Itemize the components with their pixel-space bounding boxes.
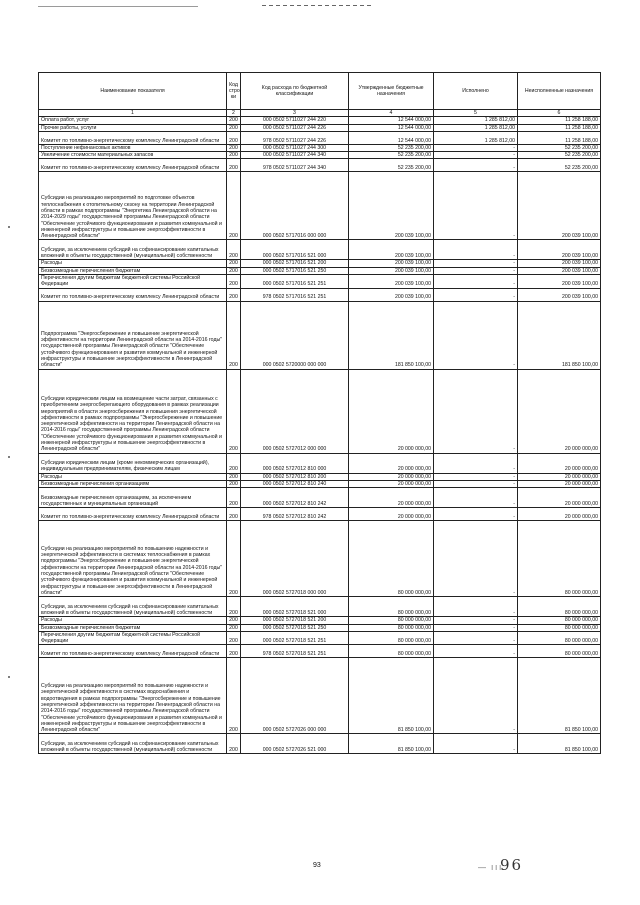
row-name: Безвозмездные перечисления организациям bbox=[39, 480, 227, 487]
row-executed-amount: - bbox=[434, 645, 518, 658]
row-approved-amount: 200 039 100,00 bbox=[349, 288, 434, 301]
row-line-code: 200 bbox=[227, 124, 241, 131]
header-line-code: Код стро ки bbox=[227, 73, 241, 110]
table-row bbox=[39, 488, 601, 508]
budget-execution-table bbox=[38, 72, 601, 754]
row-unexecuted-amount: 80 000 000,00 bbox=[518, 631, 601, 645]
table-row bbox=[39, 144, 601, 151]
row-expense-code: 000 0502 5717016 521 251 bbox=[241, 275, 349, 289]
row-executed-amount: - bbox=[434, 172, 518, 240]
row-name: Субсидии на реализацию мероприятий по подготовке объектов теплоснабжения к отопительному сезону на территории Ленинградской области в рамках подпрограммы "Энергетика Ленинградской области на 2014-2029 годы" государственной программы Ленинградской области "Обеспечение устойчивого функционирования и развития коммунальной и инженерной инфраструктуры и повышение энергоэффективности в Ленинградской области" bbox=[39, 172, 227, 240]
row-line-code: 200 bbox=[227, 658, 241, 734]
row-unexecuted-amount: 11 258 188,00 bbox=[518, 117, 601, 124]
row-name: Расходы bbox=[39, 260, 227, 267]
row-expense-code: 000 0502 5717016 521 250 bbox=[241, 267, 349, 274]
row-name: Комитет по топливно-энергетическому комплексу Ленинградской области bbox=[39, 645, 227, 658]
table-body bbox=[39, 117, 601, 754]
row-expense-code: 000 0502 5727026 000 000 bbox=[241, 658, 349, 734]
row-expense-code: 000 0502 5711027 244 300 bbox=[241, 144, 349, 151]
row-executed-amount: - bbox=[434, 144, 518, 151]
row-line-code: 200 bbox=[227, 152, 241, 159]
row-unexecuted-amount: 200 039 100,00 bbox=[518, 240, 601, 260]
row-unexecuted-amount: 20 000 000,00 bbox=[518, 508, 601, 521]
row-approved-amount: 20 000 000,00 bbox=[349, 453, 434, 473]
row-name: Безвозмездные перечисления организациям, за исключением государственных и муниципальных организаций bbox=[39, 488, 227, 508]
row-expense-code: 000 0502 5727026 521 000 bbox=[241, 734, 349, 754]
stamp-prefix: — ।।। bbox=[478, 863, 503, 872]
column-number: 5 bbox=[434, 110, 518, 117]
row-executed-amount: - bbox=[434, 267, 518, 274]
row-executed-amount: - bbox=[434, 597, 518, 617]
row-line-code: 200 bbox=[227, 159, 241, 172]
row-expense-code: 000 0502 5720000 000 000 bbox=[241, 301, 349, 369]
row-line-code: 200 bbox=[227, 369, 241, 453]
row-executed-amount: - bbox=[434, 624, 518, 631]
row-executed-amount: - bbox=[434, 260, 518, 267]
row-unexecuted-amount: 80 000 000,00 bbox=[518, 597, 601, 617]
row-name: Расходы bbox=[39, 473, 227, 480]
row-name: Субсидии, за исключением субсидий на софинансирование капитальных вложений в объекты государственной (муниципальной) собственности bbox=[39, 240, 227, 260]
row-name: Субсидии юридическим лицам на возмещение части затрат, связанных с приобретением энергосберегающего оборудования в рамках реализации мероприятий в области энергосбережения и повышения энергетической эффективности в рамках подпрограммы "Энергосбережение и повышение энергетической эффективности на территории Ленинградской области на 2014-2016 годы" государственной программы Ленинградской области "Обеспечение устойчивого функционирования и развития коммунальной и инженерной инфраструктуры и повышение энергоэффективности в Ленинградской области" bbox=[39, 369, 227, 453]
row-line-code: 200 bbox=[227, 631, 241, 645]
row-name: Субсидии, за исключением субсидий на софинансирование капитальных вложений в объекты государственной (муниципальной) собственности bbox=[39, 734, 227, 754]
row-approved-amount: 20 000 000,00 bbox=[349, 480, 434, 487]
table-row bbox=[39, 597, 601, 617]
row-line-code: 200 bbox=[227, 131, 241, 144]
row-name: Прочие работы, услуги bbox=[39, 124, 227, 131]
row-expense-code: 000 0502 5711027 244 226 bbox=[241, 124, 349, 131]
scan-top-line bbox=[38, 6, 198, 7]
scan-top-dash bbox=[262, 5, 372, 6]
row-approved-amount: 200 039 100,00 bbox=[349, 260, 434, 267]
row-approved-amount: 81 850 100,00 bbox=[349, 734, 434, 754]
column-number: 3 bbox=[241, 110, 349, 117]
row-line-code: 200 bbox=[227, 521, 241, 597]
row-line-code: 200 bbox=[227, 240, 241, 260]
header-approved: Утвержденные бюджетные назначения bbox=[349, 73, 434, 110]
row-line-code: 200 bbox=[227, 488, 241, 508]
row-executed-amount: - bbox=[434, 508, 518, 521]
table-row bbox=[39, 117, 601, 124]
row-approved-amount: 12 544 000,00 bbox=[349, 131, 434, 144]
row-line-code: 200 bbox=[227, 645, 241, 658]
row-expense-code: 000 0502 5727018 521 250 bbox=[241, 624, 349, 631]
row-unexecuted-amount: 181 850 100,00 bbox=[518, 301, 601, 369]
row-name: Субсидии на реализацию мероприятий по повышению надежности и энергетической эффективности в системах теплоснабжения в рамках подпрограммы "Энергосбережение и повышение энергетической эффективности на территории Ленинградской области на 2014-2016 годы" государственной программы Ленинградской области "Обеспечение устойчивого функционирования и развития коммунальной и инженерной инфраструктуры и повышение энергоэффективности в Ленинградской области" bbox=[39, 521, 227, 597]
margin-mark bbox=[8, 456, 10, 458]
table-row bbox=[39, 240, 601, 260]
row-executed-amount: 1 285 812,00 bbox=[434, 131, 518, 144]
table-row bbox=[39, 159, 601, 172]
row-line-code: 200 bbox=[227, 453, 241, 473]
row-expense-code: 000 0502 5727018 521 000 bbox=[241, 597, 349, 617]
row-name: Безвозмездные перечисления бюджетам bbox=[39, 624, 227, 631]
row-line-code: 200 bbox=[227, 172, 241, 240]
row-name: Перечисления другим бюджетам бюджетной системы Российской Федерации bbox=[39, 631, 227, 645]
row-unexecuted-amount: 80 000 000,00 bbox=[518, 645, 601, 658]
row-executed-amount: - bbox=[434, 152, 518, 159]
table-row bbox=[39, 275, 601, 289]
table-row bbox=[39, 508, 601, 521]
row-name: Комитет по топливно-энергетическому комплексу Ленинградской области bbox=[39, 159, 227, 172]
row-approved-amount: 12 544 000,00 bbox=[349, 117, 434, 124]
row-unexecuted-amount: 81 850 100,00 bbox=[518, 734, 601, 754]
table-row bbox=[39, 267, 601, 274]
row-executed-amount: - bbox=[434, 159, 518, 172]
column-number: 4 bbox=[349, 110, 434, 117]
row-line-code: 200 bbox=[227, 624, 241, 631]
row-unexecuted-amount: 81 850 100,00 bbox=[518, 658, 601, 734]
row-unexecuted-amount: 20 000 000,00 bbox=[518, 369, 601, 453]
row-executed-amount: - bbox=[434, 734, 518, 754]
row-unexecuted-amount: 80 000 000,00 bbox=[518, 617, 601, 624]
header-expense-code: Код расхода по бюджетной классификации bbox=[241, 73, 349, 110]
row-expense-code: 000 0502 5727018 000 000 bbox=[241, 521, 349, 597]
row-line-code: 200 bbox=[227, 275, 241, 289]
row-executed-amount: - bbox=[434, 480, 518, 487]
table-row bbox=[39, 131, 601, 144]
row-approved-amount: 200 039 100,00 bbox=[349, 240, 434, 260]
table-row bbox=[39, 645, 601, 658]
column-number: 1 bbox=[39, 110, 227, 117]
row-line-code: 200 bbox=[227, 144, 241, 151]
header-indicator-name: Наименование показателя bbox=[39, 73, 227, 110]
row-line-code: 200 bbox=[227, 734, 241, 754]
row-unexecuted-amount: 20 000 000,00 bbox=[518, 480, 601, 487]
column-number: 2 bbox=[227, 110, 241, 117]
row-name: Перечисления другим бюджетам бюджетной системы Российской Федерации bbox=[39, 275, 227, 289]
row-executed-amount: - bbox=[434, 369, 518, 453]
column-number-row bbox=[39, 110, 601, 117]
margin-mark bbox=[8, 676, 10, 678]
row-name: Оплата работ, услуг bbox=[39, 117, 227, 124]
row-expense-code: 000 0502 5727018 521 200 bbox=[241, 617, 349, 624]
row-approved-amount: 20 000 000,00 bbox=[349, 488, 434, 508]
row-executed-amount: - bbox=[434, 473, 518, 480]
row-name: Субсидии, за исключением субсидий на софинансирование капитальных вложений в объекты государственной (муниципальной) собственности bbox=[39, 597, 227, 617]
row-approved-amount: 200 039 100,00 bbox=[349, 172, 434, 240]
table-row bbox=[39, 152, 601, 159]
row-unexecuted-amount: 200 039 100,00 bbox=[518, 275, 601, 289]
row-expense-code: 978 0502 5717016 521 251 bbox=[241, 288, 349, 301]
row-name: Увеличение стоимости материальных запасов bbox=[39, 152, 227, 159]
row-executed-amount: - bbox=[434, 658, 518, 734]
row-approved-amount: 80 000 000,00 bbox=[349, 597, 434, 617]
row-approved-amount: 52 235 200,00 bbox=[349, 159, 434, 172]
row-approved-amount: 52 235 200,00 bbox=[349, 152, 434, 159]
row-approved-amount: 12 544 000,00 bbox=[349, 124, 434, 131]
row-expense-code: 978 0502 5711027 244 340 bbox=[241, 159, 349, 172]
row-name: Безвозмездные перечисления бюджетам bbox=[39, 267, 227, 274]
table-row bbox=[39, 624, 601, 631]
row-unexecuted-amount: 11 258 188,00 bbox=[518, 124, 601, 131]
table-row bbox=[39, 631, 601, 645]
row-approved-amount: 80 000 000,00 bbox=[349, 645, 434, 658]
row-unexecuted-amount: 20 000 000,00 bbox=[518, 453, 601, 473]
table-row bbox=[39, 288, 601, 301]
header-executed: Исполнено bbox=[434, 73, 518, 110]
table-row bbox=[39, 369, 601, 453]
page-number: 93 bbox=[313, 862, 321, 869]
row-name: Комитет по топливно-энергетическому комплексу Ленинградской области bbox=[39, 288, 227, 301]
row-executed-amount: 1 285 812,00 bbox=[434, 124, 518, 131]
row-unexecuted-amount: 200 039 100,00 bbox=[518, 172, 601, 240]
row-expense-code: 978 0502 5727018 521 251 bbox=[241, 645, 349, 658]
row-unexecuted-amount: 20 000 000,00 bbox=[518, 488, 601, 508]
row-executed-amount: - bbox=[434, 288, 518, 301]
row-unexecuted-amount: 20 000 000,00 bbox=[518, 473, 601, 480]
header-unexecuted: Неисполненные назначения bbox=[518, 73, 601, 110]
row-executed-amount: - bbox=[434, 488, 518, 508]
row-approved-amount: 80 000 000,00 bbox=[349, 521, 434, 597]
row-unexecuted-amount: 11 258 188,00 bbox=[518, 131, 601, 144]
row-approved-amount: 20 000 000,00 bbox=[349, 508, 434, 521]
row-approved-amount: 80 000 000,00 bbox=[349, 617, 434, 624]
column-number: 6 bbox=[518, 110, 601, 117]
row-expense-code: 000 0502 5711027 244 220 bbox=[241, 117, 349, 124]
table-row bbox=[39, 521, 601, 597]
row-name: Субсидии юридическим лицам (кроме некоммерческих организаций), индивидуальным предпринимателям, физическим лицам bbox=[39, 453, 227, 473]
row-expense-code: 000 0502 5727012 000 000 bbox=[241, 369, 349, 453]
table-row bbox=[39, 617, 601, 624]
row-executed-amount: - bbox=[434, 631, 518, 645]
table-row bbox=[39, 124, 601, 131]
row-expense-code: 000 0502 5727018 521 251 bbox=[241, 631, 349, 645]
row-approved-amount: 20 000 000,00 bbox=[349, 369, 434, 453]
table-header-row bbox=[39, 73, 601, 110]
table-row bbox=[39, 260, 601, 267]
table-row bbox=[39, 453, 601, 473]
row-unexecuted-amount: 52 235 200,00 bbox=[518, 159, 601, 172]
row-expense-code: 000 0502 5717016 521 200 bbox=[241, 260, 349, 267]
row-approved-amount: 80 000 000,00 bbox=[349, 631, 434, 645]
row-line-code: 200 bbox=[227, 267, 241, 274]
row-expense-code: 000 0502 5717016 521 000 bbox=[241, 240, 349, 260]
row-name: Субсидии на реализацию мероприятий по повышению надежности и энергетической эффективности в системах водоснабжения и водоотведения в рамках подпрограммы "Энергосбережение и повышение энергетической эффективности на территории Ленинградской области на 2014-2016 годы" государственной программы Ленинградской области "Обеспечение устойчивого функционирования и развития коммунальной и инженерной инфраструктуры и повышение энергоэффективности в Ленинградской области" bbox=[39, 658, 227, 734]
row-line-code: 200 bbox=[227, 473, 241, 480]
row-unexecuted-amount: 200 039 100,00 bbox=[518, 260, 601, 267]
row-line-code: 200 bbox=[227, 617, 241, 624]
row-executed-amount: - bbox=[434, 453, 518, 473]
row-executed-amount: - bbox=[434, 301, 518, 369]
row-name: Комитет по топливно-энергетическому комплексу Ленинградской области bbox=[39, 131, 227, 144]
table-row bbox=[39, 734, 601, 754]
row-unexecuted-amount: 200 039 100,00 bbox=[518, 267, 601, 274]
row-expense-code: 000 0502 5727012 810 242 bbox=[241, 488, 349, 508]
row-approved-amount: 52 235 200,00 bbox=[349, 144, 434, 151]
row-approved-amount: 80 000 000,00 bbox=[349, 624, 434, 631]
row-expense-code: 000 0502 5727012 810 000 bbox=[241, 453, 349, 473]
table-row bbox=[39, 658, 601, 734]
row-line-code: 200 bbox=[227, 597, 241, 617]
row-expense-code: 978 0502 5727012 810 242 bbox=[241, 508, 349, 521]
row-name: Комитет по топливно-энергетическому комплексу Ленинградской области bbox=[39, 508, 227, 521]
row-name: Поступление нефинансовых активов bbox=[39, 144, 227, 151]
row-expense-code: 000 0502 5717016 000 000 bbox=[241, 172, 349, 240]
row-unexecuted-amount: 52 235 200,00 bbox=[518, 144, 601, 151]
row-executed-amount: 1 285 812,00 bbox=[434, 117, 518, 124]
row-approved-amount: 200 039 100,00 bbox=[349, 275, 434, 289]
table-row bbox=[39, 301, 601, 369]
row-executed-amount: - bbox=[434, 617, 518, 624]
row-executed-amount: - bbox=[434, 521, 518, 597]
row-line-code: 200 bbox=[227, 480, 241, 487]
row-executed-amount: - bbox=[434, 275, 518, 289]
row-expense-code: 978 0502 5711027 244 226 bbox=[241, 131, 349, 144]
row-name: Расходы bbox=[39, 617, 227, 624]
row-unexecuted-amount: 80 000 000,00 bbox=[518, 521, 601, 597]
row-line-code: 200 bbox=[227, 301, 241, 369]
row-unexecuted-amount: 52 235 200,00 bbox=[518, 152, 601, 159]
row-approved-amount: 20 000 000,00 bbox=[349, 473, 434, 480]
table-row bbox=[39, 172, 601, 240]
row-line-code: 200 bbox=[227, 117, 241, 124]
row-expense-code: 000 0502 5727012 810 240 bbox=[241, 480, 349, 487]
row-line-code: 200 bbox=[227, 508, 241, 521]
row-name: Подпрограмма "Энергосбережение и повышение энергетической эффективности на территории Ленинградской области на 2014-2016 годы" государственной программы Ленинградской области "Обеспечение устойчивого функционирования и развития коммунальной и инженерной инфраструктуры и повышение энергоэффективности в Ленинградской области" bbox=[39, 301, 227, 369]
table-row bbox=[39, 473, 601, 480]
row-line-code: 200 bbox=[227, 260, 241, 267]
row-line-code: 200 bbox=[227, 288, 241, 301]
row-approved-amount: 181 850 100,00 bbox=[349, 301, 434, 369]
table-row bbox=[39, 480, 601, 487]
row-executed-amount: - bbox=[434, 240, 518, 260]
margin-mark bbox=[8, 226, 10, 228]
row-unexecuted-amount: 80 000 000,00 bbox=[518, 624, 601, 631]
row-expense-code: 000 0502 5727012 810 200 bbox=[241, 473, 349, 480]
row-unexecuted-amount: 200 039 100,00 bbox=[518, 288, 601, 301]
row-approved-amount: 81 850 100,00 bbox=[349, 658, 434, 734]
row-expense-code: 000 0502 5711027 244 340 bbox=[241, 152, 349, 159]
stamp-number: 96 bbox=[500, 856, 524, 874]
row-approved-amount: 200 039 100,00 bbox=[349, 267, 434, 274]
